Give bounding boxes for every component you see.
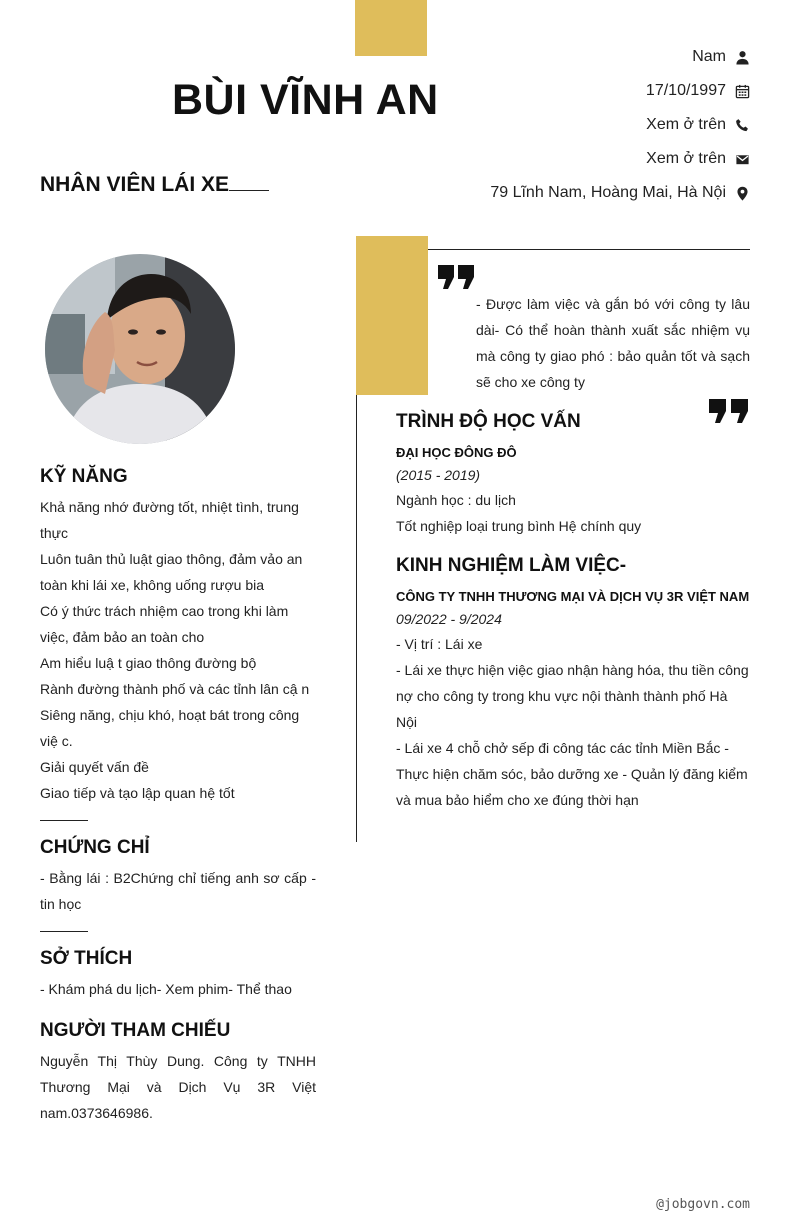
certificates-title: CHỨNG CHỈ — [40, 837, 150, 858]
open-quote-icon — [437, 264, 477, 290]
column-divider — [356, 395, 357, 842]
right-column — [396, 411, 750, 813]
skill-item: Am hiểu luậ t giao thông đường bộ — [40, 655, 257, 671]
experience-line: - Lái xe 4 chỗ chở sếp đi công tác các tỉnh Miền Bắc - Thực hiện chăm sóc, bảo dưỡng xe - Quản lý đăng kiểm và mua bảo hiểm cho xe đúng thời hạn — [396, 740, 748, 808]
job-title-text: NHÂN VIÊN LÁI XE — [40, 173, 230, 196]
skill-item: Có ý thức trách nhiệm cao trong khi làm việc, đảm bảo an toàn cho — [40, 603, 289, 645]
skill-item: Giải quyết vấn đề — [40, 759, 149, 775]
contact-address-text: 79 Lĩnh Nam, Hoàng Mai, Hà Nội — [490, 184, 726, 201]
references-title: NGƯỜI THAM CHIẾU — [40, 1020, 231, 1041]
contact-birthdate — [370, 74, 750, 108]
contact-gender — [370, 40, 750, 74]
education-school: ĐẠI HỌC ĐÔNG ĐÔ — [396, 445, 517, 460]
contact-gender-text: Nam — [692, 48, 726, 65]
section-divider — [40, 931, 88, 932]
education-line: Ngành học : du lịch — [396, 492, 516, 508]
references-text: Nguyễn Thị Thùy Dung. Công ty TNHH Thương Mại và Dịch Vụ 3R Việt nam.0373646986. — [40, 1053, 316, 1121]
education-title: TRÌNH ĐỘ HỌC VẤN — [396, 411, 581, 432]
education-period: (2015 - 2019) — [396, 467, 481, 483]
skill-item: Rành đường thành phố và các tỉnh lân cậ n — [40, 681, 310, 697]
certificates-text: - Bằng lái : B2Chứng chỉ tiếng anh sơ cấp - tin học — [40, 870, 316, 912]
objective-top-rule — [428, 249, 750, 250]
hobbies-text: - Khám phá du lịch- Xem phim- Thể thao — [40, 981, 292, 997]
skills-list — [40, 494, 316, 806]
contact-birthdate-text: 17/10/1997 — [645, 82, 726, 99]
phone-icon — [734, 117, 750, 133]
experience-period: 09/2022 - 9/2024 — [396, 611, 502, 627]
experience-line: - Vị trí : Lái xe — [396, 636, 483, 652]
accent-block-objective — [356, 236, 428, 395]
watermark: @jobgovn.com — [656, 1197, 750, 1212]
skill-item: Giao tiếp và tạo lập quan hệ tốt — [40, 785, 235, 801]
experience-line: - Lái xe thực hiện việc giao nhận hàng hóa, thu tiền công nợ cho công ty trong khu vực nội thành thành phố Hà Nội — [396, 662, 749, 730]
skill-item: Siêng năng, chịu khó, hoạt bát trong công việ c. — [40, 707, 300, 749]
avatar — [45, 254, 235, 444]
career-objective: - Được làm việc và gắn bó với công ty lâu dài- Có thể hoàn thành xuất sắc nhiệm vụ mà công ty giao phó : bảo quản tốt và sạch sẽ cho xe công ty — [476, 296, 750, 390]
experience-company: CÔNG TY TNHH THƯƠNG MẠI VÀ DỊCH VỤ 3R VIỆT NAM — [396, 589, 750, 604]
contact-info — [370, 40, 750, 210]
job-title-underline — [229, 173, 269, 191]
calendar-icon — [734, 83, 750, 99]
contact-phone-text: Xem ở trên — [646, 116, 726, 133]
skill-item: Luôn tuân thủ luật giao thông, đảm vảo an toàn khi lái xe, không uống rượu bia — [40, 551, 303, 593]
envelope-icon — [734, 151, 750, 167]
job-title — [40, 173, 269, 197]
hobbies-title: SỞ THÍCH — [40, 948, 133, 969]
candidate-name: BÙI VĨNH AN — [172, 76, 439, 124]
experience-title: KINH NGHIỆM LÀM VIỆC- — [396, 555, 627, 576]
education-line: Tốt nghiệp loại trung bình Hệ chính quy — [396, 518, 642, 534]
contact-phone — [370, 108, 750, 142]
left-column — [40, 466, 316, 1126]
section-divider — [40, 820, 88, 821]
person-icon — [734, 49, 750, 65]
map-pin-icon — [734, 185, 750, 201]
contact-email-text: Xem ở trên — [646, 150, 726, 167]
skill-item: Khả năng nhớ đường tốt, nhiệt tình, trung thực — [40, 499, 299, 541]
contact-email — [370, 142, 750, 176]
contact-address — [370, 176, 750, 210]
skills-title: KỸ NĂNG — [40, 466, 128, 487]
